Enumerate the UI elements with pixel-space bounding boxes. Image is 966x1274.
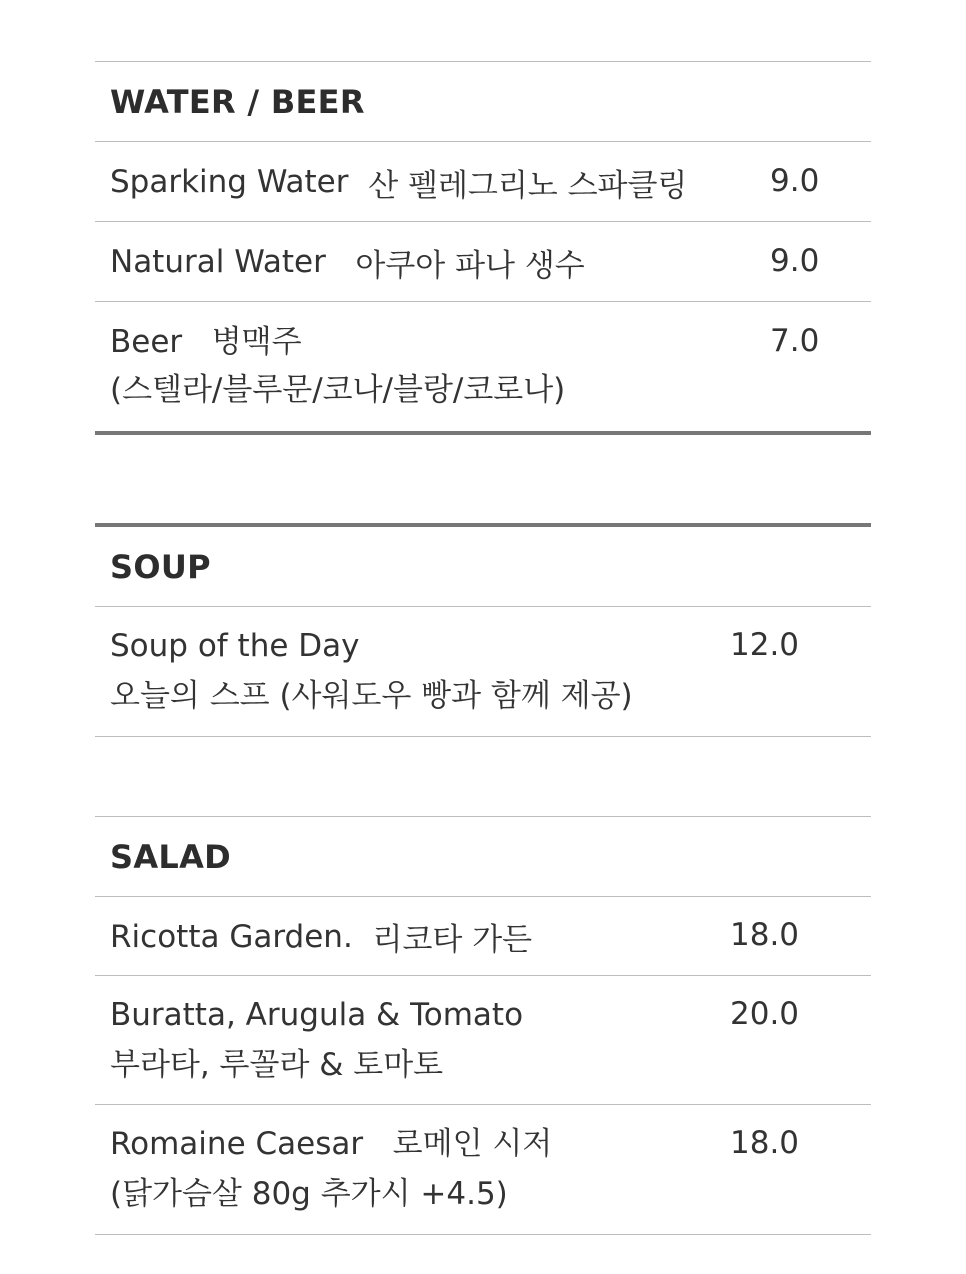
item-name: Beer bbox=[110, 324, 183, 360]
item-price: 9.0 bbox=[770, 163, 820, 199]
item-price: 12.0 bbox=[730, 627, 800, 663]
menu-item-romaine-caesar bbox=[95, 1105, 871, 1235]
item-korean-name: 산 펠레그리노 스파클링 bbox=[368, 167, 688, 204]
menu-item-beer bbox=[95, 302, 871, 435]
section-soup bbox=[95, 523, 871, 737]
section-title: SOUP bbox=[95, 527, 871, 607]
section-water-beer bbox=[95, 61, 871, 435]
item-note: (닭가슴살 80g 추가시 +4.5) bbox=[110, 1176, 508, 1212]
menu-item-sparking-water bbox=[95, 142, 871, 222]
section-title: SALAD bbox=[95, 817, 871, 897]
item-korean-name: 로메인 시저 bbox=[392, 1126, 553, 1162]
item-name: Buratta, Arugula & Tomato bbox=[110, 997, 524, 1033]
menu-item-soup-of-the-day bbox=[95, 607, 871, 737]
item-name: Soup of the Day bbox=[110, 628, 360, 664]
item-korean-name: 오늘의 스프 (사워도우 빵과 함께 제공) bbox=[110, 678, 633, 714]
item-name: Romaine Caesar bbox=[110, 1126, 364, 1162]
item-name: Natural Water bbox=[110, 244, 326, 280]
item-price: 20.0 bbox=[730, 996, 800, 1032]
item-name: Sparking Water bbox=[110, 164, 349, 200]
item-korean-name: 리코타 가든 bbox=[372, 922, 533, 958]
item-name: Ricotta Garden. bbox=[110, 918, 353, 955]
item-korean-name: 부라타, 루꼴라 & 토마토 bbox=[110, 1047, 444, 1083]
item-korean-name: 병맥주 bbox=[211, 324, 302, 360]
section-title: WATER / BEER bbox=[95, 62, 871, 142]
menu-item-ricotta-garden bbox=[95, 897, 871, 976]
item-price: 18.0 bbox=[730, 1125, 800, 1161]
item-price: 7.0 bbox=[770, 323, 820, 359]
menu bbox=[95, 61, 871, 1235]
menu-item-natural-water bbox=[95, 222, 871, 302]
menu-item-buratta bbox=[95, 976, 871, 1105]
item-price: 9.0 bbox=[770, 243, 820, 279]
item-korean-name: 아쿠아 파나 생수 bbox=[355, 247, 585, 284]
section-salad bbox=[95, 816, 871, 1235]
item-price: 18.0 bbox=[730, 917, 800, 953]
item-note: (스텔라/블루문/코나/블랑/코로나) bbox=[110, 372, 566, 408]
